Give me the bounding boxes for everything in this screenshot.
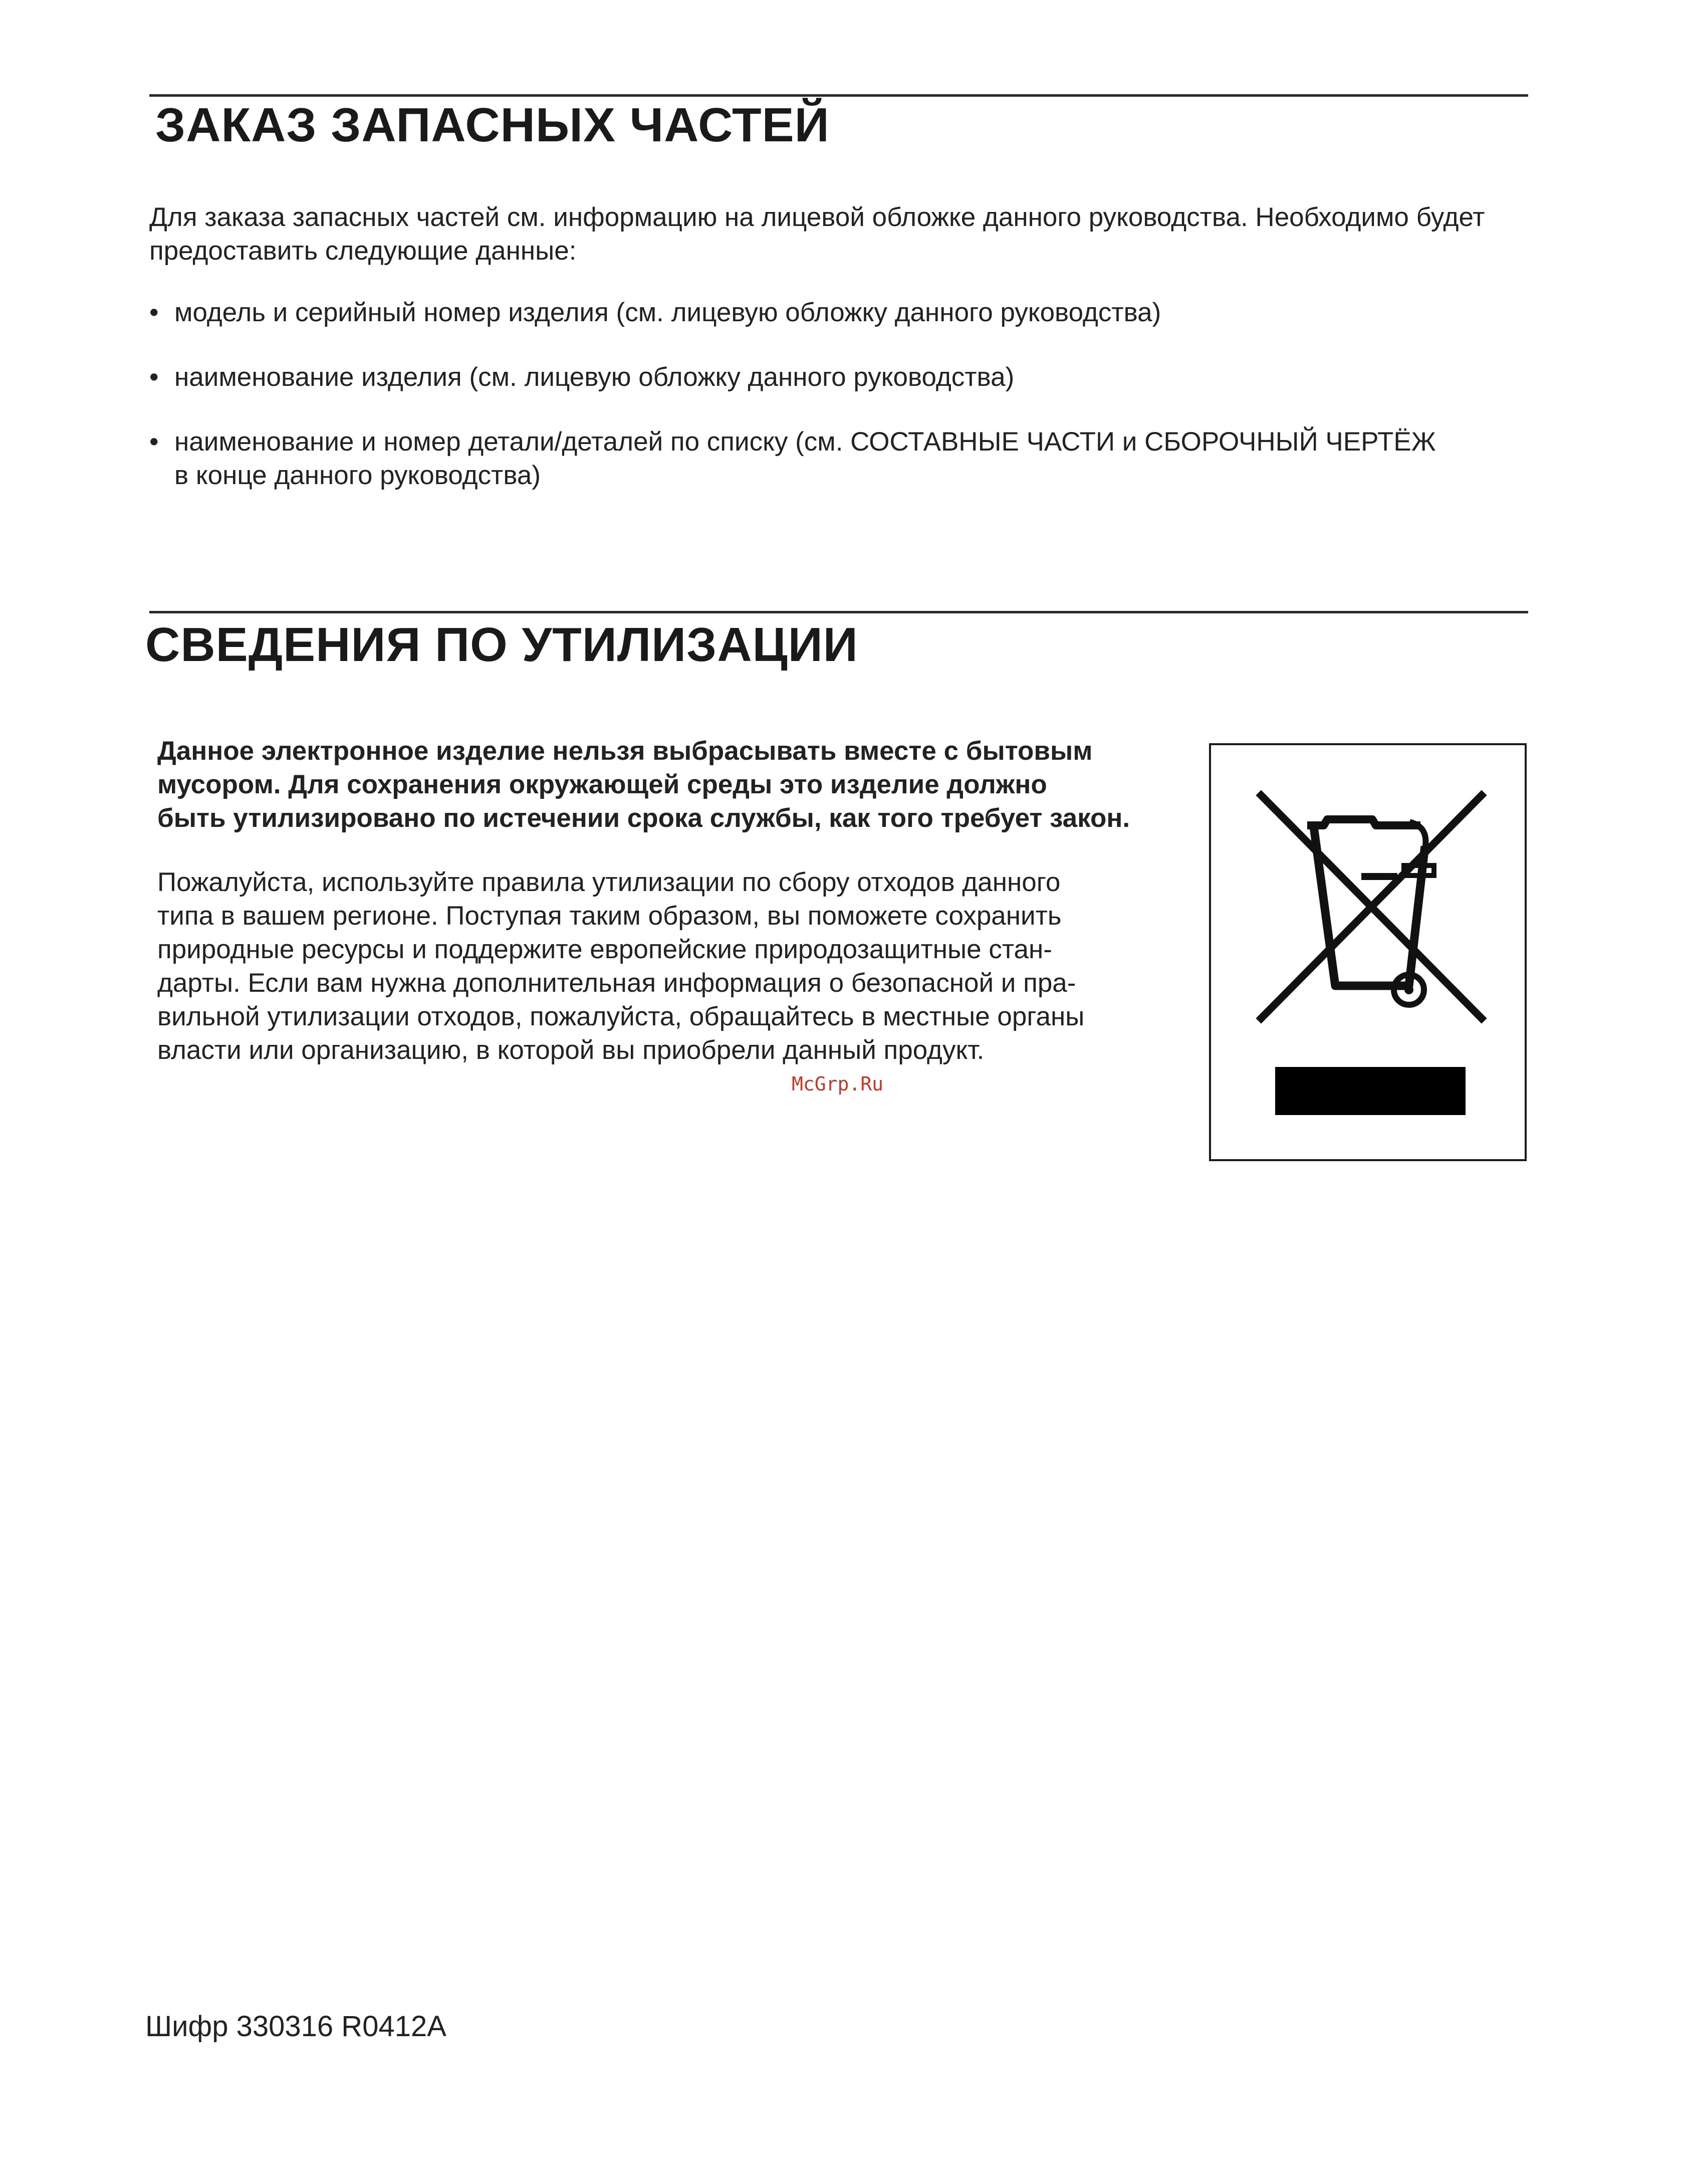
document-code: Шифр 330316 R0412A: [145, 2010, 446, 2043]
section-rule: [149, 611, 1528, 613]
disposal-body: [157, 865, 1189, 1067]
list-item-text: наименование изделия (см. лицевую обложку данного руководства): [174, 362, 1015, 392]
list-item-text: модель и серийный номер изделия (см. лицевую обложку данного руководства): [174, 298, 1161, 327]
bullet-icon: •: [149, 427, 159, 457]
top-rule: [149, 94, 1528, 97]
disposal-section-title: СВЕДЕНИЯ ПО УТИЛИЗАЦИИ: [145, 618, 858, 672]
disposal-body-line: вильной утилизации отходов, пожалуйста, обращайтесь в местные органы: [157, 1002, 1085, 1031]
disposal-body-line: власти или организацию, в которой вы приобрели данный продукт.: [157, 1035, 985, 1065]
parts-intro: [149, 200, 1552, 268]
disposal-body-line: Пожалуйста, используйте правила утилизации по сбору отходов данного: [157, 867, 1061, 897]
list-item-text: наименование и номер детали/деталей по списку (см. СОСТАВНЫЕ ЧАСТИ и СБОРОЧНЫЙ ЧЕРТЁЖ: [174, 427, 1436, 457]
bullet-icon: •: [149, 362, 159, 392]
weee-symbol-frame: [1209, 743, 1527, 1161]
list-item: [149, 296, 1532, 329]
parts-intro-line: Для заказа запасных частей см. информацию на лицевой обложке данного руководства. Необходимо будет: [149, 202, 1485, 232]
bullet-icon: •: [149, 298, 159, 327]
disposal-warning-line: быть утилизировано по истечении срока службы, как того требует закон.: [157, 803, 1130, 833]
disposal-body-line: дарты. Если вам нужна дополнительная информация о безопасной и пра-: [157, 968, 1076, 998]
crossed-out-wheelie-bin-icon: [1211, 745, 1529, 1163]
disposal-warning-line: мусором. Для сохранения окружающей среды это изделие должно: [157, 770, 1047, 799]
list-item: [149, 360, 1532, 394]
list-item: [149, 425, 1532, 492]
parts-intro-line: предоставить следующие данные:: [149, 236, 577, 266]
disposal-body-line: типа в вашем регионе. Поступая таким образом, вы поможете сохранить: [157, 901, 1062, 931]
list-item-text: в конце данного руководства): [174, 461, 541, 490]
disposal-warning-line: Данное электронное изделие нельзя выбрасывать вместе с бытовым: [157, 736, 1093, 766]
disposal-warning: [157, 734, 1189, 835]
watermark: McGrp.Ru: [792, 1073, 884, 1095]
disposal-body-line: природные ресурсы и поддержите европейские природозащитные стан-: [157, 935, 1052, 964]
parts-section-title: ЗАКАЗ ЗАПАСНЫХ ЧАСТЕЙ: [155, 98, 830, 152]
parts-info-list: [149, 296, 1532, 492]
